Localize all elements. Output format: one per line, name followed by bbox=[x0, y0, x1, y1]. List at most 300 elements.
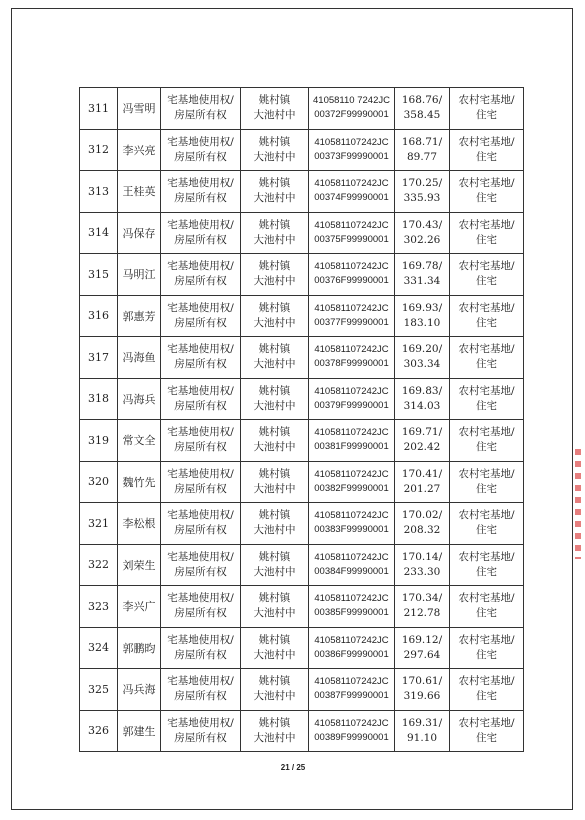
cell-text: 马明江 bbox=[122, 268, 156, 282]
cell-text: 169.12/ bbox=[401, 633, 443, 646]
cell-text: 大池村中 bbox=[253, 150, 296, 163]
cell-text: 313 bbox=[88, 184, 109, 198]
cell-text: 314.03 bbox=[403, 399, 441, 412]
land-use bbox=[450, 544, 524, 586]
cell-text: 住宅 bbox=[476, 482, 497, 495]
area-value bbox=[395, 295, 450, 337]
cell-text: 宅基地使用权/ bbox=[167, 218, 234, 231]
row-index bbox=[80, 461, 118, 503]
cell-text: 00373F99990001 bbox=[314, 150, 389, 162]
owner-name bbox=[118, 129, 161, 171]
cell-text: 住宅 bbox=[476, 731, 497, 744]
area-value bbox=[395, 544, 450, 586]
cell-text: 大池村中 bbox=[253, 441, 296, 454]
cell-text: 322 bbox=[88, 558, 109, 572]
cell-text: 姚村镇 bbox=[258, 384, 291, 397]
cell-text: 李兴广 bbox=[122, 600, 156, 614]
cell-text: 房屋所有权 bbox=[174, 690, 227, 703]
cell-text: 169.83/ bbox=[401, 384, 443, 397]
cell-text: 农村宅基地/ bbox=[458, 384, 515, 397]
row-index bbox=[80, 710, 118, 752]
cell-text: 410581107242JC bbox=[314, 468, 389, 480]
right-type bbox=[161, 378, 241, 420]
cell-text: 410581107242JC bbox=[314, 510, 389, 522]
cell-text: 郭建生 bbox=[122, 724, 156, 738]
land-use bbox=[450, 503, 524, 545]
cell-text: 00387F99990001 bbox=[314, 690, 389, 702]
row-index bbox=[80, 420, 118, 462]
location bbox=[241, 295, 309, 337]
cell-text: 房屋所有权 bbox=[174, 399, 227, 412]
cell-text: 00372F99990001 bbox=[314, 109, 389, 121]
cell-text: 住宅 bbox=[476, 607, 497, 620]
table-row bbox=[80, 420, 524, 462]
cell-text: 房屋所有权 bbox=[174, 648, 227, 661]
parcel-code bbox=[309, 254, 395, 296]
row-index bbox=[80, 171, 118, 213]
land-use bbox=[450, 710, 524, 752]
right-type bbox=[161, 586, 241, 628]
table-row bbox=[80, 295, 524, 337]
land-use bbox=[450, 337, 524, 379]
cell-text: 410581107242JC bbox=[314, 676, 389, 688]
cell-text: 宅基地使用权/ bbox=[167, 343, 234, 356]
owner-name bbox=[118, 586, 161, 628]
parcel-code bbox=[309, 627, 395, 669]
cell-text: 410581107242JC bbox=[314, 634, 389, 646]
cell-text: 41058110 7242JC bbox=[313, 95, 390, 107]
table-row bbox=[80, 337, 524, 379]
document-page bbox=[11, 8, 573, 810]
parcel-code bbox=[309, 88, 395, 130]
cell-text: 00384F99990001 bbox=[314, 565, 389, 577]
land-use bbox=[450, 586, 524, 628]
cell-text: 住宅 bbox=[476, 109, 497, 122]
parcel-code bbox=[309, 212, 395, 254]
cell-text: 410581107242JC bbox=[314, 717, 389, 729]
cell-text: 410581107242JC bbox=[314, 344, 389, 356]
cell-text: 169.31/ bbox=[401, 716, 443, 729]
cell-text: 89.77 bbox=[406, 150, 438, 163]
cell-text: 317 bbox=[88, 350, 109, 364]
right-type bbox=[161, 295, 241, 337]
location bbox=[241, 586, 309, 628]
location bbox=[241, 710, 309, 752]
cell-text: 住宅 bbox=[476, 275, 497, 288]
cell-text: 农村宅基地/ bbox=[458, 94, 515, 107]
right-type bbox=[161, 337, 241, 379]
cell-text: 姚村镇 bbox=[258, 135, 291, 148]
table-row bbox=[80, 544, 524, 586]
owner-name bbox=[118, 88, 161, 130]
owner-name bbox=[118, 378, 161, 420]
land-use bbox=[450, 669, 524, 711]
area-value bbox=[395, 710, 450, 752]
cell-text: 宅基地使用权/ bbox=[167, 633, 234, 646]
seal-edge-mark bbox=[575, 449, 581, 559]
cell-text: 农村宅基地/ bbox=[458, 135, 515, 148]
cell-text: 168.76/ bbox=[401, 94, 443, 107]
land-use bbox=[450, 171, 524, 213]
cell-text: 姚村镇 bbox=[258, 467, 291, 480]
cell-text: 宅基地使用权/ bbox=[167, 301, 234, 314]
right-type bbox=[161, 669, 241, 711]
parcel-code bbox=[309, 378, 395, 420]
cell-text: 宅基地使用权/ bbox=[167, 716, 234, 729]
cell-text: 233.30 bbox=[403, 565, 441, 578]
row-index bbox=[80, 378, 118, 420]
cell-text: 农村宅基地/ bbox=[458, 592, 515, 605]
cell-text: 00386F99990001 bbox=[314, 648, 389, 660]
cell-text: 410581107242JC bbox=[314, 219, 389, 231]
table-body bbox=[80, 88, 524, 752]
cell-text: 大池村中 bbox=[253, 192, 296, 205]
location bbox=[241, 129, 309, 171]
cell-text: 住宅 bbox=[476, 192, 497, 205]
cell-text: 00385F99990001 bbox=[314, 607, 389, 619]
cell-text: 房屋所有权 bbox=[174, 150, 227, 163]
cell-text: 大池村中 bbox=[253, 275, 296, 288]
area-value bbox=[395, 669, 450, 711]
cell-text: 农村宅基地/ bbox=[458, 633, 515, 646]
cell-text: 302.26 bbox=[403, 233, 441, 246]
parcel-code bbox=[309, 295, 395, 337]
location bbox=[241, 254, 309, 296]
cell-text: 姚村镇 bbox=[258, 550, 291, 563]
cell-text: 00378F99990001 bbox=[314, 358, 389, 370]
row-index bbox=[80, 212, 118, 254]
cell-text: 宅基地使用权/ bbox=[167, 592, 234, 605]
cell-text: 房屋所有权 bbox=[174, 482, 227, 495]
parcel-code bbox=[309, 669, 395, 711]
row-index bbox=[80, 586, 118, 628]
cell-text: 农村宅基地/ bbox=[458, 550, 515, 563]
cell-text: 大池村中 bbox=[253, 233, 296, 246]
cell-text: 冯海鱼 bbox=[122, 351, 156, 365]
land-use bbox=[450, 212, 524, 254]
owner-name bbox=[118, 295, 161, 337]
cell-text: 大池村中 bbox=[253, 690, 296, 703]
cell-text: 房屋所有权 bbox=[174, 358, 227, 371]
right-type bbox=[161, 129, 241, 171]
cell-text: 00382F99990001 bbox=[314, 482, 389, 494]
cell-text: 李兴亮 bbox=[122, 143, 156, 157]
cell-text: 169.93/ bbox=[401, 301, 443, 314]
cell-text: 冯保存 bbox=[122, 226, 156, 240]
cell-text: 大池村中 bbox=[253, 358, 296, 371]
right-type bbox=[161, 212, 241, 254]
cell-text: 大池村中 bbox=[253, 565, 296, 578]
cell-text: 大池村中 bbox=[253, 731, 296, 744]
cell-text: 住宅 bbox=[476, 690, 497, 703]
cell-text: 170.25/ bbox=[401, 177, 443, 190]
cell-text: 住宅 bbox=[476, 565, 497, 578]
cell-text: 170.43/ bbox=[401, 218, 443, 231]
cell-text: 宅基地使用权/ bbox=[167, 509, 234, 522]
cell-text: 农村宅基地/ bbox=[458, 177, 515, 190]
area-value bbox=[395, 337, 450, 379]
table-row bbox=[80, 88, 524, 130]
cell-text: 姚村镇 bbox=[258, 301, 291, 314]
area-value bbox=[395, 378, 450, 420]
cell-text: 00381F99990001 bbox=[314, 441, 389, 453]
location bbox=[241, 669, 309, 711]
cell-text: 00377F99990001 bbox=[314, 316, 389, 328]
land-use bbox=[450, 129, 524, 171]
cell-text: 农村宅基地/ bbox=[458, 301, 515, 314]
cell-text: 宅基地使用权/ bbox=[167, 260, 234, 273]
parcel-code bbox=[309, 710, 395, 752]
cell-text: 住宅 bbox=[476, 233, 497, 246]
right-type bbox=[161, 627, 241, 669]
cell-text: 姚村镇 bbox=[258, 716, 291, 729]
owner-name bbox=[118, 212, 161, 254]
cell-text: 宅基地使用权/ bbox=[167, 426, 234, 439]
location bbox=[241, 378, 309, 420]
parcel-code bbox=[309, 420, 395, 462]
table-row bbox=[80, 669, 524, 711]
area-value bbox=[395, 254, 450, 296]
cell-text: 住宅 bbox=[476, 316, 497, 329]
right-type bbox=[161, 171, 241, 213]
area-value bbox=[395, 171, 450, 213]
cell-text: 住宅 bbox=[476, 524, 497, 537]
cell-text: 农村宅基地/ bbox=[458, 260, 515, 273]
cell-text: 320 bbox=[88, 475, 109, 489]
location bbox=[241, 627, 309, 669]
cell-text: 170.61/ bbox=[401, 675, 443, 688]
area-value bbox=[395, 88, 450, 130]
parcel-code bbox=[309, 503, 395, 545]
cell-text: 170.41/ bbox=[401, 467, 443, 480]
cell-text: 房屋所有权 bbox=[174, 731, 227, 744]
cell-text: 姚村镇 bbox=[258, 426, 291, 439]
land-use bbox=[450, 461, 524, 503]
cell-text: 农村宅基地/ bbox=[458, 343, 515, 356]
cell-text: 326 bbox=[88, 724, 109, 738]
table-row bbox=[80, 129, 524, 171]
cell-text: 常文全 bbox=[122, 434, 156, 448]
table-row bbox=[80, 461, 524, 503]
owner-name bbox=[118, 627, 161, 669]
land-use bbox=[450, 88, 524, 130]
cell-text: 姚村镇 bbox=[258, 177, 291, 190]
parcel-code bbox=[309, 337, 395, 379]
cell-text: 冯雪明 bbox=[122, 102, 156, 116]
row-index bbox=[80, 669, 118, 711]
parcel-code bbox=[309, 129, 395, 171]
cell-text: 郭鹏昀 bbox=[122, 641, 156, 655]
owner-name bbox=[118, 461, 161, 503]
registration-table bbox=[79, 87, 524, 752]
cell-text: 农村宅基地/ bbox=[458, 467, 515, 480]
cell-text: 312 bbox=[88, 143, 109, 157]
cell-text: 410581107242JC bbox=[314, 551, 389, 563]
cell-text: 410581107242JC bbox=[314, 385, 389, 397]
right-type bbox=[161, 88, 241, 130]
row-index bbox=[80, 254, 118, 296]
area-value bbox=[395, 129, 450, 171]
cell-text: 房屋所有权 bbox=[174, 441, 227, 454]
cell-text: 170.14/ bbox=[401, 550, 443, 563]
row-index bbox=[80, 129, 118, 171]
cell-text: 姚村镇 bbox=[258, 509, 291, 522]
cell-text: 农村宅基地/ bbox=[458, 426, 515, 439]
owner-name bbox=[118, 669, 161, 711]
row-index bbox=[80, 503, 118, 545]
owner-name bbox=[118, 254, 161, 296]
owner-name bbox=[118, 337, 161, 379]
area-value bbox=[395, 627, 450, 669]
cell-text: 318 bbox=[88, 392, 109, 406]
cell-text: 315 bbox=[88, 267, 109, 281]
row-index bbox=[80, 627, 118, 669]
cell-text: 住宅 bbox=[476, 648, 497, 661]
cell-text: 410581107242JC bbox=[314, 593, 389, 605]
row-index bbox=[80, 544, 118, 586]
table-row bbox=[80, 503, 524, 545]
cell-text: 212.78 bbox=[403, 607, 441, 620]
area-value bbox=[395, 586, 450, 628]
cell-text: 202.42 bbox=[403, 441, 441, 454]
owner-name bbox=[118, 171, 161, 213]
area-value bbox=[395, 420, 450, 462]
land-use bbox=[450, 295, 524, 337]
table-row bbox=[80, 212, 524, 254]
cell-text: 房屋所有权 bbox=[174, 233, 227, 246]
cell-text: 姚村镇 bbox=[258, 343, 291, 356]
cell-text: 房屋所有权 bbox=[174, 565, 227, 578]
cell-text: 183.10 bbox=[403, 316, 441, 329]
land-use bbox=[450, 627, 524, 669]
cell-text: 91.10 bbox=[406, 731, 438, 744]
cell-text: 房屋所有权 bbox=[174, 524, 227, 537]
right-type bbox=[161, 420, 241, 462]
right-type bbox=[161, 461, 241, 503]
right-type bbox=[161, 503, 241, 545]
land-use bbox=[450, 420, 524, 462]
parcel-code bbox=[309, 171, 395, 213]
cell-text: 房屋所有权 bbox=[174, 607, 227, 620]
cell-text: 大池村中 bbox=[253, 482, 296, 495]
right-type bbox=[161, 544, 241, 586]
cell-text: 316 bbox=[88, 309, 109, 323]
cell-text: 宅基地使用权/ bbox=[167, 94, 234, 107]
cell-text: 宅基地使用权/ bbox=[167, 675, 234, 688]
cell-text: 姚村镇 bbox=[258, 94, 291, 107]
cell-text: 冯海兵 bbox=[122, 392, 156, 406]
owner-name bbox=[118, 544, 161, 586]
land-use bbox=[450, 378, 524, 420]
location bbox=[241, 171, 309, 213]
owner-name bbox=[118, 710, 161, 752]
cell-text: 323 bbox=[88, 599, 109, 613]
right-type bbox=[161, 710, 241, 752]
owner-name bbox=[118, 420, 161, 462]
cell-text: 宅基地使用权/ bbox=[167, 135, 234, 148]
cell-text: 农村宅基地/ bbox=[458, 218, 515, 231]
location bbox=[241, 461, 309, 503]
cell-text: 农村宅基地/ bbox=[458, 509, 515, 522]
cell-text: 大池村中 bbox=[253, 607, 296, 620]
cell-text: 宅基地使用权/ bbox=[167, 177, 234, 190]
area-value bbox=[395, 461, 450, 503]
location bbox=[241, 503, 309, 545]
cell-text: 319 bbox=[88, 433, 109, 447]
cell-text: 大池村中 bbox=[253, 316, 296, 329]
cell-text: 住宅 bbox=[476, 399, 497, 412]
cell-text: 358.45 bbox=[403, 109, 441, 122]
cell-text: 大池村中 bbox=[253, 648, 296, 661]
cell-text: 姚村镇 bbox=[258, 633, 291, 646]
table-row bbox=[80, 378, 524, 420]
cell-text: 170.02/ bbox=[401, 509, 443, 522]
area-value bbox=[395, 212, 450, 254]
table-row bbox=[80, 710, 524, 752]
cell-text: 大池村中 bbox=[253, 399, 296, 412]
location bbox=[241, 212, 309, 254]
table-row bbox=[80, 586, 524, 628]
cell-text: 00379F99990001 bbox=[314, 399, 389, 411]
row-index bbox=[80, 337, 118, 379]
parcel-code bbox=[309, 544, 395, 586]
cell-text: 郭惠芳 bbox=[122, 309, 156, 323]
cell-text: 335.93 bbox=[403, 192, 441, 205]
cell-text: 303.34 bbox=[403, 358, 441, 371]
location bbox=[241, 337, 309, 379]
page-number: 21 / 25 bbox=[280, 763, 306, 772]
row-index bbox=[80, 295, 118, 337]
cell-text: 宅基地使用权/ bbox=[167, 384, 234, 397]
cell-text: 房屋所有权 bbox=[174, 275, 227, 288]
cell-text: 169.20/ bbox=[401, 343, 443, 356]
cell-text: 住宅 bbox=[476, 150, 497, 163]
owner-name bbox=[118, 503, 161, 545]
cell-text: 住宅 bbox=[476, 441, 497, 454]
row-index bbox=[80, 88, 118, 130]
cell-text: 325 bbox=[88, 682, 109, 696]
cell-text: 房屋所有权 bbox=[174, 192, 227, 205]
cell-text: 410581107242JC bbox=[314, 427, 389, 439]
cell-text: 李松根 bbox=[122, 517, 156, 531]
cell-text: 姚村镇 bbox=[258, 592, 291, 605]
table-row bbox=[80, 627, 524, 669]
cell-text: 房屋所有权 bbox=[174, 316, 227, 329]
cell-text: 410581107242JC bbox=[314, 136, 389, 148]
cell-text: 314 bbox=[88, 226, 109, 240]
cell-text: 410581107242JC bbox=[314, 261, 389, 273]
cell-text: 169.78/ bbox=[401, 260, 443, 273]
area-value bbox=[395, 503, 450, 545]
cell-text: 311 bbox=[88, 101, 109, 115]
cell-text: 00389F99990001 bbox=[314, 731, 389, 743]
cell-text: 201.27 bbox=[403, 482, 441, 495]
cell-text: 170.34/ bbox=[401, 592, 443, 605]
right-type bbox=[161, 254, 241, 296]
land-use bbox=[450, 254, 524, 296]
cell-text: 农村宅基地/ bbox=[458, 716, 515, 729]
table-row bbox=[80, 171, 524, 213]
cell-text: 00374F99990001 bbox=[314, 192, 389, 204]
cell-text: 大池村中 bbox=[253, 524, 296, 537]
cell-text: 冯兵海 bbox=[122, 683, 156, 697]
cell-text: 00376F99990001 bbox=[314, 275, 389, 287]
cell-text: 410581107242JC bbox=[314, 302, 389, 314]
cell-text: 刘荣生 bbox=[122, 558, 156, 572]
cell-text: 297.64 bbox=[403, 648, 441, 661]
cell-text: 房屋所有权 bbox=[174, 109, 227, 122]
cell-text: 319.66 bbox=[403, 690, 441, 703]
